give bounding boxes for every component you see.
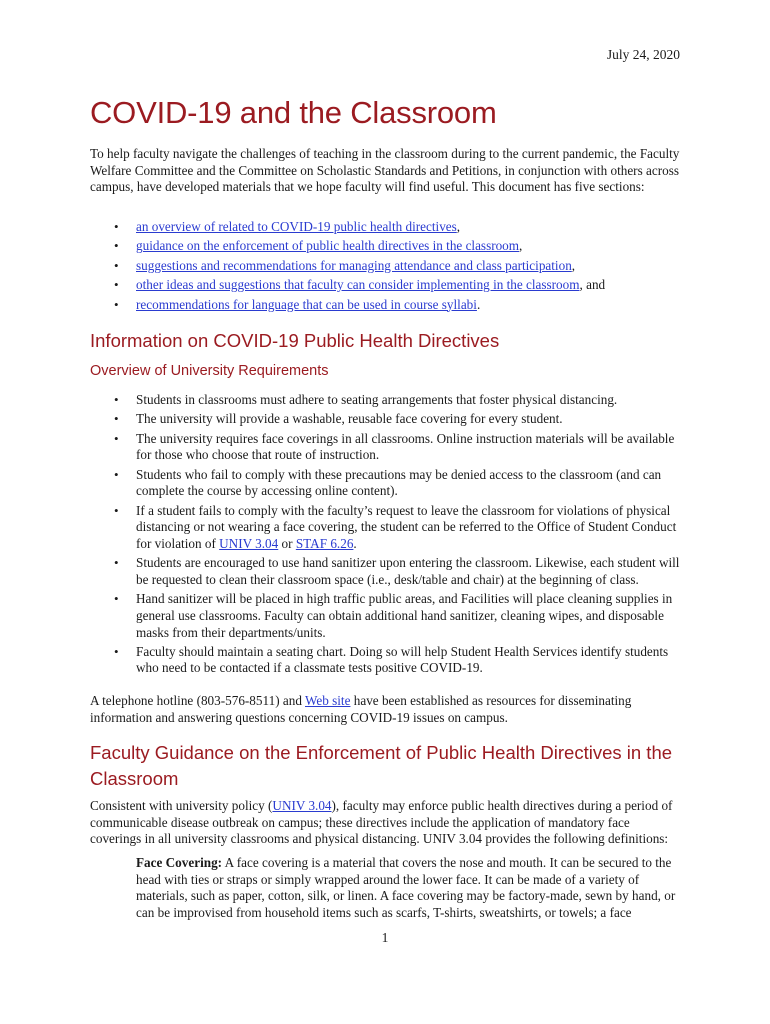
- document-title: COVID-19 and the Classroom: [90, 95, 497, 130]
- univ-304-link[interactable]: UNIV 3.04: [219, 535, 279, 551]
- section-link-overview[interactable]: an overview of related to COVID-19 public health directives: [136, 219, 457, 234]
- section-link-ideas[interactable]: other ideas and suggestions that faculty can consider implementing in the classroom: [136, 277, 580, 293]
- definition-term: Face Covering:: [136, 855, 223, 870]
- list-item: • suggestions and recommendations for managing attendance and class participation,: [90, 258, 682, 275]
- staf-626-link[interactable]: STAF 6.26: [295, 535, 354, 551]
- section-link-enforcement[interactable]: guidance on the enforcement of public health directives in the classroom: [136, 238, 520, 254]
- list-item: • The university will provide a washable, reusable face covering for every student.: [90, 411, 682, 428]
- requirements-list: [90, 392, 682, 680]
- heading-public-health-directives: Information on COVID-19 Public Health Directives: [90, 330, 500, 351]
- list-item: • Students are encouraged to use hand sanitizer upon entering the classroom. Likewise, each student will be requested to clean their classroom space (i.e., desk/table and chair) at the beginning of class.: [90, 555, 682, 588]
- list-item: • Students who fail to comply with these precautions may be denied access to the classroom (and can complete the course by accessing online content).: [90, 467, 682, 500]
- univ-304-policy-link[interactable]: UNIV 3.04: [272, 798, 332, 813]
- heading-faculty-guidance: Faculty Guidance on the Enforcement of Public Health Directives in the Classroom: [90, 742, 673, 789]
- list-item: • guidance on the enforcement of public health directives in the classroom,: [90, 238, 682, 255]
- list-item: • recommendations for language that can be used in course syllabi.: [90, 297, 682, 314]
- list-item: • Hand sanitizer will be placed in high traffic public areas, and Facilities will place cleaning supplies in general use classrooms. Faculty can obtain additional hand sanitizer, cleaning wipes, and disposable masks from their departments/units.: [90, 591, 682, 641]
- list-item: • The university requires face coverings in all classrooms. Online instruction materials will be available for those who choose that route of instruction.: [90, 431, 682, 464]
- web-site-link[interactable]: Web site: [305, 693, 351, 708]
- section-link-syllabi[interactable]: recommendations for language that can be used in course syllabi: [136, 296, 477, 312]
- sections-list: [90, 219, 682, 316]
- section-link-attendance[interactable]: suggestions and recommendations for managing attendance and class participation: [136, 257, 572, 273]
- intro-paragraph: To help faculty navigate the challenges of teaching in the classroom during to the current pandemic, the Faculty Welfare Committee and the Committee on Scholastic Standards and Petitions, in conjunction with others across campus, have developed materials that we hope faculty will find useful. This document has five sections:: [90, 146, 680, 195]
- hotline-paragraph: A telephone hotline (803-576-8511) and Web site have been established as resources for disseminating information and answering questions concerning COVID-19 issues on campus.: [90, 693, 632, 725]
- list-item: • other ideas and suggestions that faculty can consider implementing in the classroom, and: [90, 277, 682, 294]
- list-item: • Faculty should maintain a seating chart. Doing so will help Student Health Services identify students who need to be contacted if a classmate tests positive COVID-19.: [90, 644, 682, 677]
- list-item: • Students in classrooms must adhere to seating arrangements that foster physical distancing.: [90, 392, 682, 409]
- heading-university-requirements: Overview of University Requirements: [90, 363, 329, 379]
- list-item: • an overview of related to COVID-19 public health directives,: [90, 219, 682, 236]
- document-date: July 24, 2020: [606, 47, 680, 62]
- list-item: • If a student fails to comply with the faculty’s request to leave the classroom for violations of physical distancing or not wearing a face covering, the student can be referred to the Office of Student Conduct for violation of UNIV 3.04 or STAF 6.26.: [90, 503, 682, 553]
- policy-paragraph: Consistent with university policy (UNIV 3.04), faculty may enforce public health directives during a period of communicable disease outbreak on campus; these directives include the application of mandatory face coverings in all university classrooms and physical distancing. UNIV 3.04 provides the following definitions:: [90, 798, 673, 847]
- page-number: 1: [381, 930, 389, 945]
- face-covering-definition: Face Covering: A face covering is a material that covers the nose and mouth. It can be secured to the head with ties or straps or simply wrapped around the lower face. It can be made of a variety of materials, such as paper, cotton, silk, or linen. A face covering may be factory-made, sewn by hand, or can be improvised from household items such as scarfs, T-shirts, sweatshirts, or towels; a face: [136, 855, 676, 920]
